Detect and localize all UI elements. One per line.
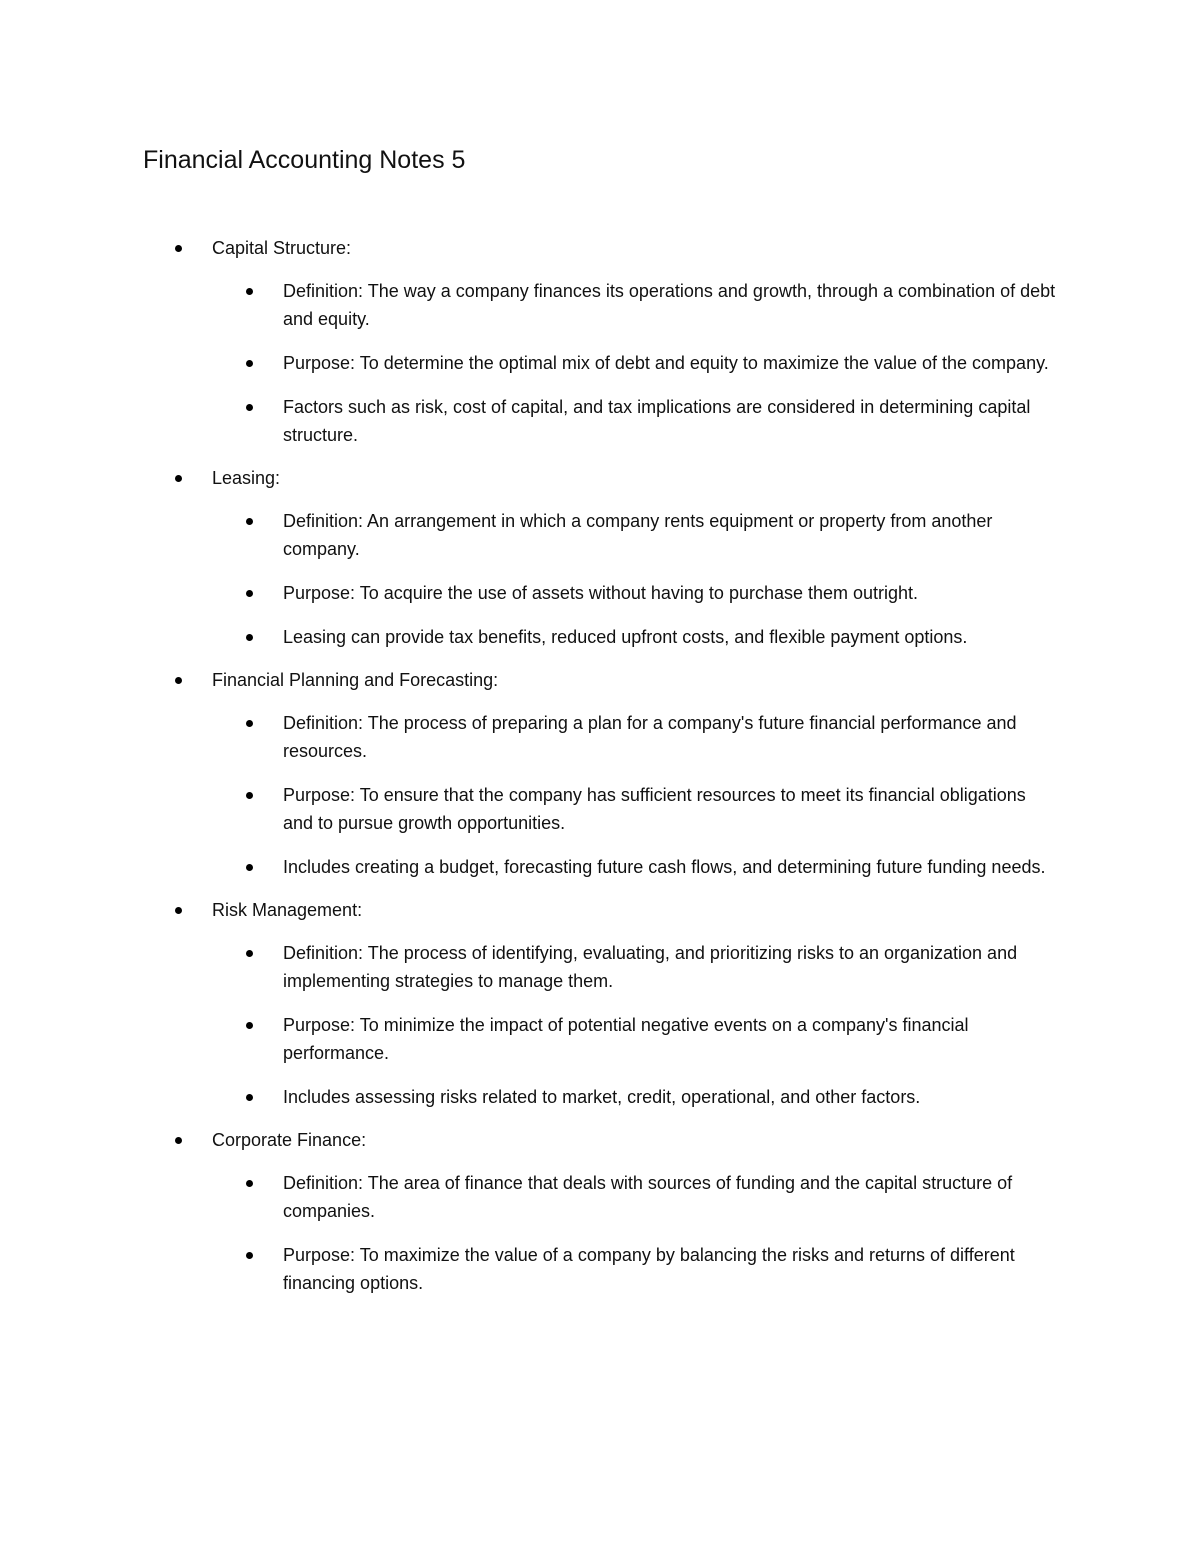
section-heading: Capital Structure: (212, 238, 352, 258)
list-item-text: Leasing can provide tax benefits, reduced upfront costs, and flexible payment options. (283, 627, 968, 647)
list-item-text: Purpose: To maximize the value of a company by balancing the risks and returns of different financing options. (283, 1245, 1015, 1293)
list-item (0, 781, 1200, 837)
section-heading-row (0, 666, 1072, 694)
bullet-icon (246, 1094, 253, 1101)
sub-list (0, 939, 1200, 1111)
bullet-icon (246, 864, 253, 871)
sub-list (0, 507, 1200, 651)
notes-list (0, 234, 1200, 1312)
list-item (0, 623, 1200, 651)
list-item (0, 1011, 1200, 1067)
section-leasing (0, 464, 1200, 651)
list-item (0, 393, 1200, 449)
list-item-text: Definition: The process of preparing a plan for a company's future financial performance and resources. (283, 713, 1017, 761)
list-item-text: Factors such as risk, cost of capital, and tax implications are considered in determining capital structure. (283, 397, 1031, 445)
list-item-text: Purpose: To minimize the impact of potential negative events on a company's financial performance. (283, 1015, 969, 1063)
list-item (0, 939, 1200, 995)
list-item-row (0, 1169, 1058, 1225)
list-item-text: Definition: The process of identifying, evaluating, and prioritizing risks to an organization and implementing strategies to manage them. (283, 943, 1018, 991)
bullet-icon (175, 245, 182, 252)
list-item-row (0, 623, 1058, 651)
bullet-icon (175, 907, 182, 914)
section-heading: Leasing: (212, 468, 281, 488)
list-item-row (0, 393, 1058, 449)
bullet-icon (175, 475, 182, 482)
section-capital-structure (0, 234, 1200, 449)
bullet-icon (246, 792, 253, 799)
bullet-icon (246, 590, 253, 597)
list-item (0, 349, 1200, 377)
bullet-icon (246, 518, 253, 525)
list-item (0, 1083, 1200, 1111)
list-item-text: Purpose: To acquire the use of assets without having to purchase them outright. (283, 583, 919, 603)
bullet-icon (246, 720, 253, 727)
list-item-text: Definition: An arrangement in which a company rents equipment or property from another company. (283, 511, 993, 559)
list-item (0, 579, 1200, 607)
list-item-row (0, 939, 1058, 995)
list-item-row (0, 709, 1058, 765)
section-heading-row (0, 234, 1072, 262)
sub-list (0, 1169, 1200, 1297)
bullet-icon (246, 1180, 253, 1187)
bullet-icon (246, 404, 253, 411)
bullet-icon (246, 288, 253, 295)
section-heading: Financial Planning and Forecasting: (212, 670, 499, 690)
list-item-row (0, 1011, 1058, 1067)
bullet-icon (246, 634, 253, 641)
list-item-text: Purpose: To ensure that the company has sufficient resources to meet its financial obligations and to pursue growth opportunities. (283, 785, 1026, 833)
bullet-icon (175, 677, 182, 684)
list-item-row (0, 507, 1058, 563)
list-item-row (0, 579, 1058, 607)
list-item-text: Purpose: To determine the optimal mix of debt and equity to maximize the value of the company. (283, 353, 1049, 373)
list-item (0, 507, 1200, 563)
section-financial-planning (0, 666, 1200, 881)
list-item-text: Includes assessing risks related to market, credit, operational, and other factors. (283, 1087, 921, 1107)
list-item-row (0, 277, 1058, 333)
list-item (0, 1169, 1200, 1225)
section-heading-row (0, 1126, 1072, 1154)
list-item-text: Definition: The area of finance that deals with sources of funding and the capital structure of companies. (283, 1173, 1013, 1221)
section-corporate-finance (0, 1126, 1200, 1297)
document-title: Financial Accounting Notes 5 (143, 146, 466, 174)
list-item-row (0, 853, 1058, 881)
list-item-text: Definition: The way a company finances its operations and growth, through a combination of debt and equity. (283, 281, 1056, 329)
list-item (0, 1241, 1200, 1297)
list-item-row (0, 781, 1058, 837)
section-heading-row (0, 464, 1072, 492)
sub-list (0, 709, 1200, 881)
list-item (0, 709, 1200, 765)
list-item-text: Includes creating a budget, forecasting future cash flows, and determining future funding needs. (283, 857, 1046, 877)
bullet-icon (246, 950, 253, 957)
list-item-row (0, 1083, 1058, 1111)
list-item-row (0, 1241, 1058, 1297)
sub-list (0, 277, 1200, 449)
section-heading: Risk Management: (212, 900, 363, 920)
bullet-icon (246, 1022, 253, 1029)
bullet-icon (246, 360, 253, 367)
bullet-icon (246, 1252, 253, 1259)
section-risk-management (0, 896, 1200, 1111)
list-item-row (0, 349, 1058, 377)
list-item (0, 853, 1200, 881)
section-heading: Corporate Finance: (212, 1130, 367, 1150)
bullet-icon (175, 1137, 182, 1144)
list-item (0, 277, 1200, 333)
section-heading-row (0, 896, 1072, 924)
